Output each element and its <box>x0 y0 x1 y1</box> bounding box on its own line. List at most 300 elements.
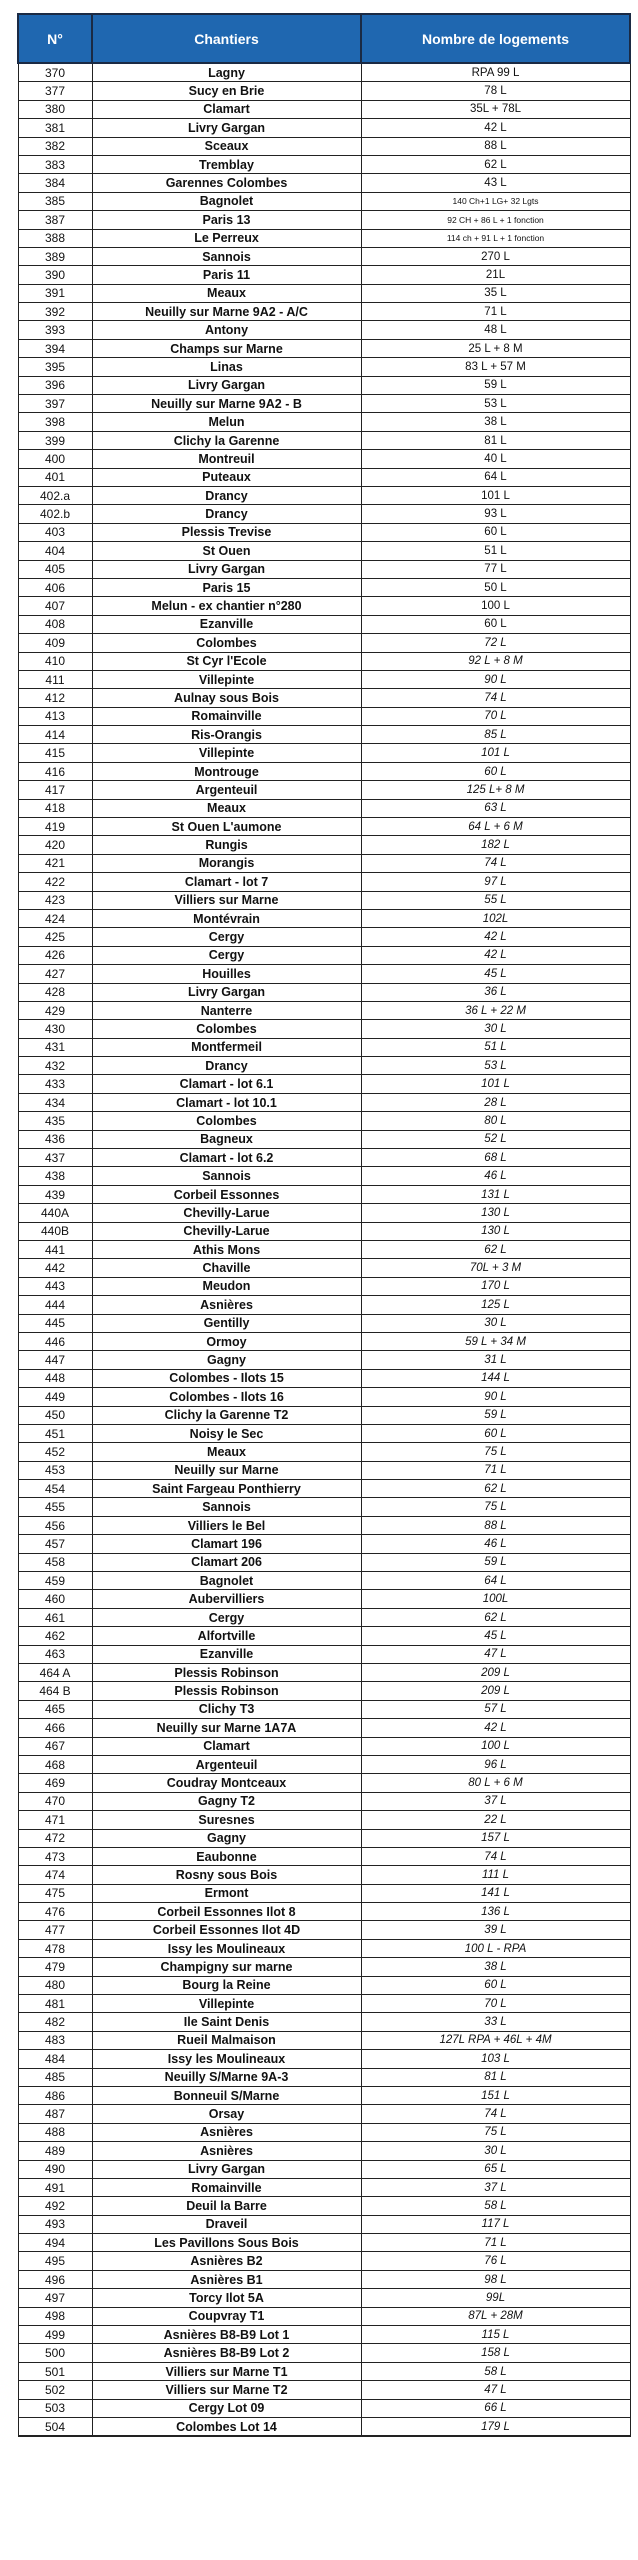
table-row <box>18 1185 630 1203</box>
table-row <box>18 1755 630 1773</box>
table-row <box>18 652 630 670</box>
row-chantier: Livry Gargan <box>92 119 361 137</box>
table-row <box>18 100 630 118</box>
row-chantier: Clichy la Garenne T2 <box>92 1406 361 1424</box>
row-logements: 35 L <box>361 284 630 302</box>
table-row <box>18 431 630 449</box>
row-logements: 114 ch + 91 L + 1 fonction <box>361 229 630 247</box>
row-chantier: Noisy le Sec <box>92 1424 361 1442</box>
table-row <box>18 413 630 431</box>
row-logements: 85 L <box>361 726 630 744</box>
row-number: 402.b <box>18 505 92 523</box>
row-number: 381 <box>18 119 92 137</box>
row-chantier: Montrouge <box>92 762 361 780</box>
table-row <box>18 1792 630 1810</box>
row-number: 469 <box>18 1774 92 1792</box>
table-row <box>18 781 630 799</box>
table-row <box>18 578 630 596</box>
row-chantier: Paris 11 <box>92 266 361 284</box>
table-row <box>18 2050 630 2068</box>
row-logements: 158 L <box>361 2344 630 2362</box>
table-row <box>18 321 630 339</box>
row-number: 492 <box>18 2197 92 2215</box>
row-logements: 100 L <box>361 1737 630 1755</box>
row-number: 395 <box>18 358 92 376</box>
row-logements: 81 L <box>361 2068 630 2086</box>
row-logements: 21L <box>361 266 630 284</box>
row-logements: 140 Ch+1 LG+ 32 Lgts <box>361 192 630 210</box>
row-chantier: Livry Gargan <box>92 983 361 1001</box>
row-logements: 53 L <box>361 395 630 413</box>
row-logements: 80 L <box>361 1112 630 1130</box>
row-number: 466 <box>18 1719 92 1737</box>
row-chantier: Linas <box>92 358 361 376</box>
row-number: 456 <box>18 1516 92 1534</box>
row-chantier: Clamart - lot 6.2 <box>92 1149 361 1167</box>
row-logements: 40 L <box>361 450 630 468</box>
row-chantier: Meudon <box>92 1277 361 1295</box>
table-row <box>18 1737 630 1755</box>
table-row <box>18 1001 630 1019</box>
row-logements: 130 L <box>361 1204 630 1222</box>
row-number: 382 <box>18 137 92 155</box>
row-chantier: Livry Gargan <box>92 560 361 578</box>
row-number: 488 <box>18 2123 92 2141</box>
row-logements: 59 L + 34 M <box>361 1332 630 1350</box>
row-number: 413 <box>18 707 92 725</box>
row-number: 496 <box>18 2270 92 2288</box>
row-number: 494 <box>18 2234 92 2252</box>
row-chantier: Villepinte <box>92 1995 361 2013</box>
row-chantier: Cergy <box>92 1608 361 1626</box>
row-logements: 30 L <box>361 2142 630 2160</box>
row-number: 393 <box>18 321 92 339</box>
row-chantier: Ile Saint Denis <box>92 2013 361 2031</box>
row-logements: 48 L <box>361 321 630 339</box>
row-number: 482 <box>18 2013 92 2031</box>
row-number: 501 <box>18 2362 92 2380</box>
row-chantier: Neuilly sur Marne 9A2 - B <box>92 395 361 413</box>
row-logements: 72 L <box>361 634 630 652</box>
row-number: 477 <box>18 1921 92 1939</box>
row-logements: 45 L <box>361 1627 630 1645</box>
row-logements: 157 L <box>361 1829 630 1847</box>
row-chantier: Sceaux <box>92 137 361 155</box>
row-number: 421 <box>18 854 92 872</box>
row-chantier: Paris 15 <box>92 578 361 596</box>
row-chantier: Gagny T2 <box>92 1792 361 1810</box>
row-chantier: Villiers le Bel <box>92 1516 361 1534</box>
row-chantier: Clichy T3 <box>92 1700 361 1718</box>
row-number: 414 <box>18 726 92 744</box>
row-logements: 42 L <box>361 946 630 964</box>
table-row <box>18 1884 630 1902</box>
row-chantier: Bagneux <box>92 1130 361 1148</box>
table-row <box>18 634 630 652</box>
row-logements: 209 L <box>361 1682 630 1700</box>
row-number: 498 <box>18 2307 92 2325</box>
table-row <box>18 2068 630 2086</box>
row-logements: 102L <box>361 909 630 927</box>
row-chantier: Ermont <box>92 1884 361 1902</box>
table-row <box>18 1572 630 1590</box>
row-number: 450 <box>18 1406 92 1424</box>
row-number: 452 <box>18 1443 92 1461</box>
row-number: 460 <box>18 1590 92 1608</box>
table-row <box>18 1498 630 1516</box>
table-row <box>18 2381 630 2399</box>
row-number: 406 <box>18 578 92 596</box>
table-row <box>18 1351 630 1369</box>
row-chantier: Corbeil Essonnes <box>92 1185 361 1203</box>
row-logements: 96 L <box>361 1755 630 1773</box>
table-row <box>18 836 630 854</box>
table-row <box>18 1167 630 1185</box>
row-chantier: Issy les Moulineaux <box>92 2050 361 2068</box>
row-logements: 270 L <box>361 247 630 265</box>
table-row <box>18 1958 630 1976</box>
row-number: 391 <box>18 284 92 302</box>
row-logements: 30 L <box>361 1020 630 1038</box>
table-row <box>18 486 630 504</box>
table-row <box>18 2160 630 2178</box>
table-row <box>18 2142 630 2160</box>
row-number: 405 <box>18 560 92 578</box>
row-chantier: Colombes - Ilots 15 <box>92 1369 361 1387</box>
row-logements: 36 L <box>361 983 630 1001</box>
row-logements: 101 L <box>361 1075 630 1093</box>
row-number: 479 <box>18 1958 92 1976</box>
row-logements: 60 L <box>361 1424 630 1442</box>
row-chantier: Rosny sous Bois <box>92 1866 361 1884</box>
row-chantier: Ezanville <box>92 615 361 633</box>
row-chantier: Champigny sur marne <box>92 1958 361 1976</box>
row-number: 424 <box>18 909 92 927</box>
table-row <box>18 523 630 541</box>
row-chantier: Orsay <box>92 2105 361 2123</box>
table-row <box>18 155 630 173</box>
row-number: 394 <box>18 339 92 357</box>
row-number: 502 <box>18 2381 92 2399</box>
row-chantier: Asnières B8-B9 Lot 2 <box>92 2344 361 2362</box>
row-number: 407 <box>18 597 92 615</box>
row-number: 483 <box>18 2031 92 2049</box>
row-number: 430 <box>18 1020 92 1038</box>
row-number: 401 <box>18 468 92 486</box>
table-row <box>18 2086 630 2104</box>
row-number: 467 <box>18 1737 92 1755</box>
row-logements: 60 L <box>361 1976 630 1994</box>
row-number: 397 <box>18 395 92 413</box>
row-chantier: Clamart 206 <box>92 1553 361 1571</box>
row-logements: 103 L <box>361 2050 630 2068</box>
row-number: 411 <box>18 670 92 688</box>
row-chantier: Clamart - lot 6.1 <box>92 1075 361 1093</box>
table-row <box>18 229 630 247</box>
table-row <box>18 1719 630 1737</box>
row-chantier: Suresnes <box>92 1811 361 1829</box>
row-chantier: Romainville <box>92 707 361 725</box>
row-number: 459 <box>18 1572 92 1590</box>
row-number: 490 <box>18 2160 92 2178</box>
row-chantier: Alfortville <box>92 1627 361 1645</box>
row-logements: 78 L <box>361 82 630 100</box>
table-row <box>18 1516 630 1534</box>
row-chantier: Gagny <box>92 1829 361 1847</box>
table-row <box>18 2344 630 2362</box>
table-row <box>18 2013 630 2031</box>
row-logements: 60 L <box>361 523 630 541</box>
row-number: 448 <box>18 1369 92 1387</box>
row-chantier: St Ouen <box>92 542 361 560</box>
row-logements: 71 L <box>361 303 630 321</box>
row-chantier: Neuilly sur Marne <box>92 1461 361 1479</box>
row-number: 404 <box>18 542 92 560</box>
table-row <box>18 303 630 321</box>
row-chantier: Aulnay sous Bois <box>92 689 361 707</box>
table-row <box>18 854 630 872</box>
table-row <box>18 744 630 762</box>
row-logements: 66 L <box>361 2399 630 2417</box>
table-row <box>18 1700 630 1718</box>
row-number: 442 <box>18 1259 92 1277</box>
table-row <box>18 468 630 486</box>
table-row <box>18 1627 630 1645</box>
row-number: 447 <box>18 1351 92 1369</box>
row-logements: 43 L <box>361 174 630 192</box>
row-logements: 77 L <box>361 560 630 578</box>
table-row <box>18 615 630 633</box>
row-chantier: Eaubonne <box>92 1847 361 1865</box>
row-chantier: Drancy <box>92 505 361 523</box>
row-number: 484 <box>18 2050 92 2068</box>
table-row <box>18 1866 630 1884</box>
row-logements: 100 L <box>361 597 630 615</box>
table-row <box>18 1553 630 1571</box>
row-number: 416 <box>18 762 92 780</box>
row-number: 403 <box>18 523 92 541</box>
table-row <box>18 946 630 964</box>
row-chantier: Colombes <box>92 634 361 652</box>
table-row <box>18 63 630 82</box>
row-number: 419 <box>18 818 92 836</box>
row-chantier: Colombes <box>92 1112 361 1130</box>
table-row <box>18 818 630 836</box>
row-chantier: Garennes Colombes <box>92 174 361 192</box>
row-number: 491 <box>18 2178 92 2196</box>
table-row <box>18 2031 630 2049</box>
row-number: 446 <box>18 1332 92 1350</box>
row-logements: 38 L <box>361 1958 630 1976</box>
row-number: 455 <box>18 1498 92 1516</box>
header-row <box>18 14 630 63</box>
row-number: 475 <box>18 1884 92 1902</box>
row-logements: 88 L <box>361 137 630 155</box>
row-logements: 58 L <box>361 2197 630 2215</box>
row-logements: 83 L + 57 M <box>361 358 630 376</box>
row-logements: 117 L <box>361 2215 630 2233</box>
row-logements: 70L + 3 M <box>361 1259 630 1277</box>
row-number: 377 <box>18 82 92 100</box>
row-number: 474 <box>18 1866 92 1884</box>
row-chantier: Coupvray T1 <box>92 2307 361 2325</box>
row-chantier: Drancy <box>92 486 361 504</box>
row-chantier: Ormoy <box>92 1332 361 1350</box>
row-number: 389 <box>18 247 92 265</box>
row-logements: 59 L <box>361 376 630 394</box>
row-logements: 52 L <box>361 1130 630 1148</box>
table-row <box>18 1774 630 1792</box>
row-logements: 130 L <box>361 1222 630 1240</box>
row-number: 429 <box>18 1001 92 1019</box>
row-number: 444 <box>18 1296 92 1314</box>
row-logements: 98 L <box>361 2270 630 2288</box>
table-row <box>18 1112 630 1130</box>
row-number: 503 <box>18 2399 92 2417</box>
row-chantier: Draveil <box>92 2215 361 2233</box>
row-number: 427 <box>18 965 92 983</box>
table-row <box>18 1921 630 1939</box>
table-row <box>18 82 630 100</box>
table-row <box>18 1811 630 1829</box>
table-row <box>18 1314 630 1332</box>
row-chantier: Houilles <box>92 965 361 983</box>
table-row <box>18 339 630 357</box>
row-chantier: Melun <box>92 413 361 431</box>
row-chantier: Lagny <box>92 63 361 82</box>
row-number: 463 <box>18 1645 92 1663</box>
table-row <box>18 2105 630 2123</box>
table-row <box>18 1976 630 1994</box>
table-row <box>18 2362 630 2380</box>
row-chantier: Asnières <box>92 2123 361 2141</box>
row-number: 432 <box>18 1057 92 1075</box>
row-number: 431 <box>18 1038 92 1056</box>
row-logements: 31 L <box>361 1351 630 1369</box>
table-row <box>18 1204 630 1222</box>
row-logements: 63 L <box>361 799 630 817</box>
row-chantier: Meaux <box>92 1443 361 1461</box>
row-chantier: Bagnolet <box>92 192 361 210</box>
row-number: 409 <box>18 634 92 652</box>
row-number: 387 <box>18 211 92 229</box>
row-logements: 70 L <box>361 707 630 725</box>
row-logements: 53 L <box>361 1057 630 1075</box>
table-row <box>18 965 630 983</box>
table-row <box>18 1480 630 1498</box>
row-number: 462 <box>18 1627 92 1645</box>
chantiers-table <box>17 13 631 2437</box>
row-logements: 81 L <box>361 431 630 449</box>
row-number: 451 <box>18 1424 92 1442</box>
row-chantier: Clamart - lot 7 <box>92 873 361 891</box>
table-row <box>18 1075 630 1093</box>
row-logements: 42 L <box>361 1719 630 1737</box>
table-row <box>18 909 630 927</box>
row-number: 440A <box>18 1204 92 1222</box>
table-row <box>18 2399 630 2417</box>
row-logements: 70 L <box>361 1995 630 2013</box>
row-chantier: Deuil la Barre <box>92 2197 361 2215</box>
table-row <box>18 560 630 578</box>
row-chantier: Plessis Robinson <box>92 1663 361 1681</box>
table-row <box>18 1259 630 1277</box>
row-chantier: Livry Gargan <box>92 2160 361 2178</box>
row-logements: 55 L <box>361 891 630 909</box>
row-number: 392 <box>18 303 92 321</box>
row-number: 435 <box>18 1112 92 1130</box>
table-row <box>18 2123 630 2141</box>
row-logements: 39 L <box>361 1921 630 1939</box>
row-chantier: Paris 13 <box>92 211 361 229</box>
row-chantier: Rungis <box>92 836 361 854</box>
row-logements: 115 L <box>361 2326 630 2344</box>
table-row <box>18 450 630 468</box>
row-chantier: Ris-Orangis <box>92 726 361 744</box>
row-logements: 111 L <box>361 1866 630 1884</box>
table-row <box>18 192 630 210</box>
row-number: 495 <box>18 2252 92 2270</box>
row-number: 481 <box>18 1995 92 2013</box>
row-number: 425 <box>18 928 92 946</box>
row-chantier: Bagnolet <box>92 1572 361 1590</box>
row-chantier: Cergy <box>92 928 361 946</box>
row-logements: 45 L <box>361 965 630 983</box>
row-logements: 46 L <box>361 1167 630 1185</box>
row-logements: 50 L <box>361 578 630 596</box>
table-row <box>18 983 630 1001</box>
row-number: 480 <box>18 1976 92 1994</box>
row-number: 464 B <box>18 1682 92 1700</box>
row-number: 497 <box>18 2289 92 2307</box>
row-chantier: Chevilly-Larue <box>92 1204 361 1222</box>
row-number: 443 <box>18 1277 92 1295</box>
row-logements: 75 L <box>361 1443 630 1461</box>
row-chantier: Chevilly-Larue <box>92 1222 361 1240</box>
row-chantier: Ezanville <box>92 1645 361 1663</box>
row-logements: 47 L <box>361 2381 630 2399</box>
row-chantier: Athis Mons <box>92 1241 361 1259</box>
row-number: 384 <box>18 174 92 192</box>
row-number: 499 <box>18 2326 92 2344</box>
row-logements: 100 L - RPA <box>361 1939 630 1957</box>
row-number: 398 <box>18 413 92 431</box>
row-logements: 65 L <box>361 2160 630 2178</box>
row-number: 439 <box>18 1185 92 1203</box>
row-chantier: Asnières <box>92 1296 361 1314</box>
row-logements: 57 L <box>361 1700 630 1718</box>
table-row <box>18 1406 630 1424</box>
row-chantier: Bourg la Reine <box>92 1976 361 1994</box>
table-row <box>18 1093 630 1111</box>
row-chantier: Neuilly sur Marne 1A7A <box>92 1719 361 1737</box>
row-chantier: St Cyr l'Ecole <box>92 652 361 670</box>
row-logements: 92 CH + 86 L + 1 fonction <box>361 211 630 229</box>
table-row <box>18 1535 630 1553</box>
table-row <box>18 2178 630 2196</box>
row-number: 471 <box>18 1811 92 1829</box>
table-row <box>18 762 630 780</box>
row-logements: 62 L <box>361 1480 630 1498</box>
row-chantier: Sannois <box>92 1167 361 1185</box>
row-number: 487 <box>18 2105 92 2123</box>
row-number: 380 <box>18 100 92 118</box>
row-number: 445 <box>18 1314 92 1332</box>
row-chantier: Gagny <box>92 1351 361 1369</box>
row-chantier: Chaville <box>92 1259 361 1277</box>
table-row <box>18 2234 630 2252</box>
row-chantier: Villiers sur Marne <box>92 891 361 909</box>
